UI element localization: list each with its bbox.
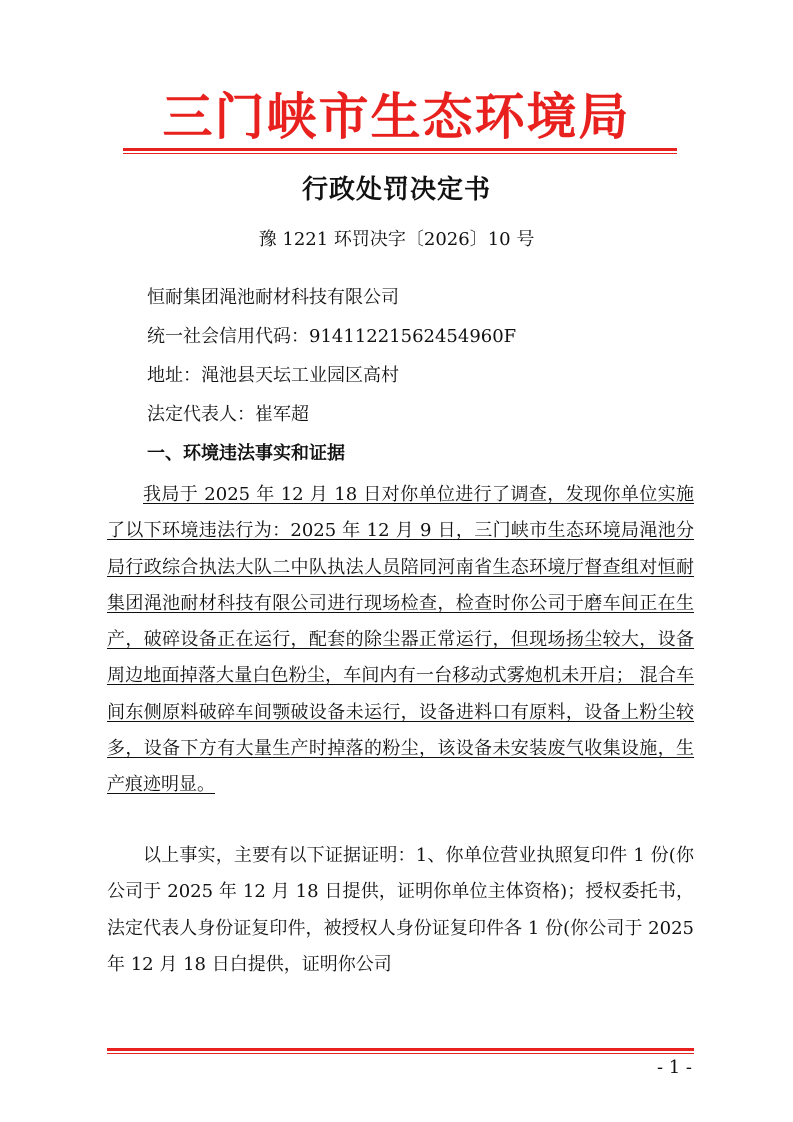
evidence-paragraph: 以上事实，主要有以下证据证明：1、你单位营业执照复印件 1 份(你公司于 2025 年 12 月 18 日提供，证明你单位主体资格)；授权委托书，法定代表人身份证复印件，被授权人身份证复印件各 1 份(你公司于 2025 年 12 月 18 日白提供，证明你公司 (107, 845, 694, 975)
letterhead-red-rule-thin (123, 153, 677, 154)
document-number: 豫 1221 环罚决字〔2026〕10 号 (258, 229, 535, 250)
section-heading-violation-facts: 一、环境违法事实和证据 (147, 443, 345, 464)
party-address: 地址：渑池县天坛工业园区高村 (147, 365, 399, 386)
violation-facts-text: 我局于 2025 年 12 月 18 日对你单位进行了调查，发现你单位实施了以下环境违法行为：2025 年 12 月 9 日，三门峡市生态环境局渑池分局行政综合执法大队二中队执法人员陪同河南省生态环境厅督查组对恒耐集团渑池耐材科技有限公司进行现场检查，检查时你公司于磨车间正在生产，破碎设备正在运行，配套的除尘器正常运行，但现场扬尘较大，设备周边地面掉落大量白色粉尘，车间内有一台移动式雾炮机未开启； 混合车间东侧原料破碎车间颚破设备未运行，设备进料口有原料，设备上粉尘较多，设备下方有大量生产时掉落的粉尘，该设备未安装废气收集设施，生产痕迹明显。 (107, 484, 694, 796)
footer-red-rule-thin (107, 1053, 694, 1054)
agency-letterhead: 三门峡市生态环境局 (162, 87, 631, 146)
party-credit-code: 统一社会信用代码：91411221562454960F (147, 326, 517, 347)
page-number: - 1 - (656, 1057, 692, 1078)
letterhead-red-rule-thick (123, 148, 677, 151)
violation-facts-paragraph (107, 477, 694, 804)
footer-red-rule-thick (107, 1048, 694, 1051)
document-title: 行政处罚决定书 (301, 175, 491, 205)
party-company-name: 恒耐集团渑池耐材科技有限公司 (147, 287, 399, 308)
party-legal-representative: 法定代表人：崔军超 (147, 404, 309, 425)
